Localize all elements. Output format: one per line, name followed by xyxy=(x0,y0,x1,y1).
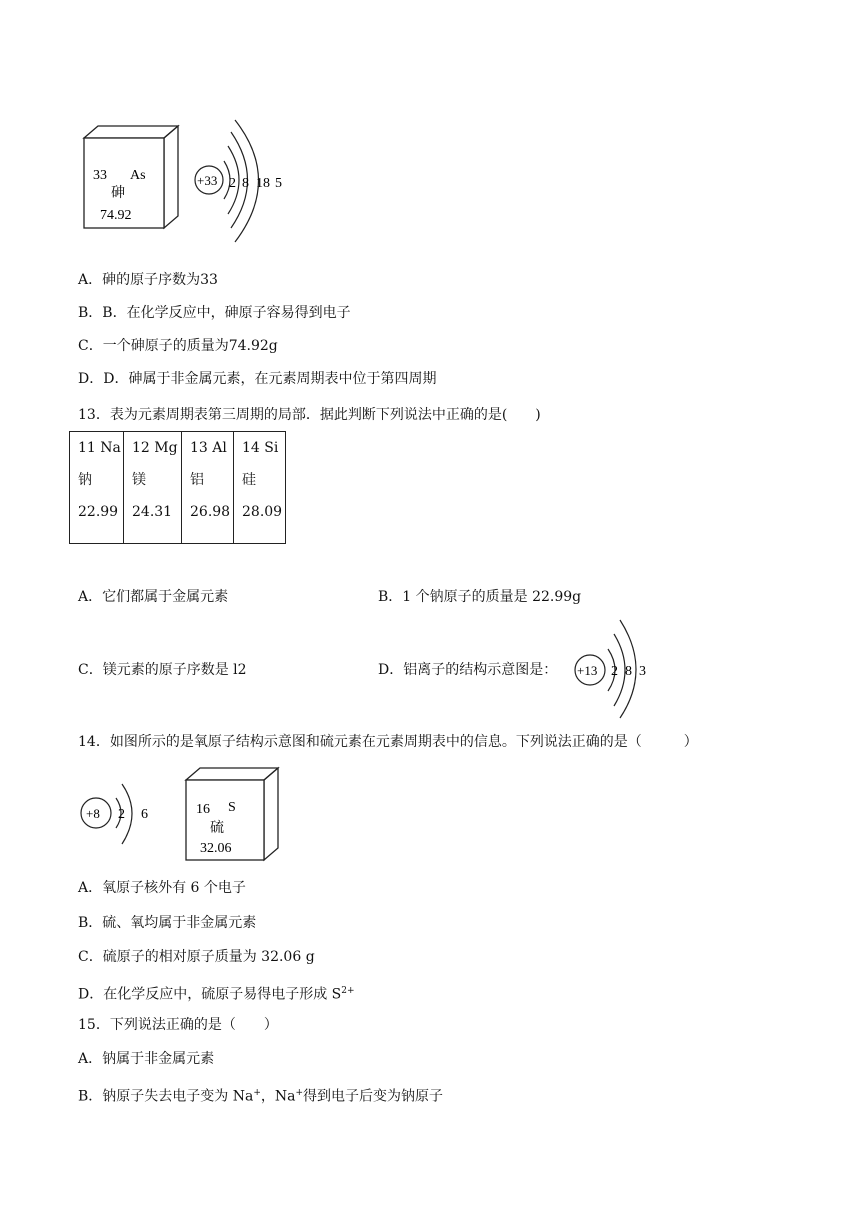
shell-2: 8 xyxy=(242,176,249,191)
nucleus-charge: +8 xyxy=(86,806,100,821)
charge-superscript: + xyxy=(295,1088,304,1098)
cell-mass: 24.31 xyxy=(132,504,173,520)
q15-stem: 15．下列说法正确的是（ ） xyxy=(78,1017,278,1033)
periodic-table-fragment xyxy=(69,431,286,544)
atomic-mass: 74.92 xyxy=(100,208,132,223)
oxygen-atom-diagram xyxy=(81,784,148,844)
q13-stem: 13．表为元素周期表第三周期的局部．据此判断下列说法中正确的是( ) xyxy=(78,407,541,423)
cell-head: 12 Mg xyxy=(132,440,178,456)
q15-option-a: A．钠属于非金属元素 xyxy=(78,1051,215,1067)
q13-option-b: B．1 个钠原子的质量是 22.99g xyxy=(378,589,582,605)
cell-mass: 22.99 xyxy=(78,504,119,520)
nucleus-charge: +13 xyxy=(577,663,598,678)
nucleus-charge: +33 xyxy=(197,173,218,188)
element-cell-mg xyxy=(124,432,182,544)
q15-option-b-part3: 得到电子后变为钠原子 xyxy=(303,1088,444,1105)
arsenic-element-tile xyxy=(84,126,178,228)
aluminum-ion-diagram xyxy=(570,616,660,720)
q14-option-a: A．氧原子核外有 6 个电子 xyxy=(78,880,246,896)
cell-name: 硅 xyxy=(242,472,256,488)
q12-option-d: D．D．砷属于非金属元素，在元素周期表中位于第四周期 xyxy=(78,371,437,387)
q12-option-c: C．一个砷原子的质量为74.92g xyxy=(78,338,278,354)
shell-1: 2 xyxy=(118,807,125,822)
cell-name: 镁 xyxy=(132,472,146,488)
q14-stem: 14．如图所示的是氧原子结构示意图和硫元素在元素周期表中的信息。下列说法正确的是（ ） xyxy=(78,734,698,750)
cell-mass: 28.09 xyxy=(242,504,283,520)
q15-option-b xyxy=(78,1083,443,1107)
element-cell-na xyxy=(70,432,124,544)
cell-name: 铝 xyxy=(190,472,204,488)
q13-option-d: D．铝离子的结构示意图是： xyxy=(378,662,558,678)
q14-option-d xyxy=(78,981,355,1005)
cell-name: 钠 xyxy=(78,472,92,488)
cell-head: 13 Al xyxy=(190,440,227,456)
q15-option-b-part2: ，Na xyxy=(260,1088,296,1105)
q15-option-b-part1: B．钠原子失去电子变为 Na xyxy=(78,1088,254,1105)
shell-3: 18 xyxy=(256,176,270,191)
q13-option-a: A．它们都属于金属元素 xyxy=(78,589,229,605)
q14-option-b: B．硫、氧均属于非金属元素 xyxy=(78,915,257,931)
q14-option-c: C．硫原子的相对原子质量为 32.06 g xyxy=(78,949,315,965)
element-cell-si xyxy=(234,432,286,544)
shell-1: 2 xyxy=(229,176,236,191)
cell-head: 11 Na xyxy=(78,440,121,456)
q12-option-a: A．砷的原子序数为33 xyxy=(78,272,218,288)
shell-2: 8 xyxy=(625,664,632,679)
charge-superscript: + xyxy=(253,1088,261,1098)
atomic-number: 16 xyxy=(196,802,210,817)
atomic-number: 33 xyxy=(93,168,107,183)
atomic-mass: 32.06 xyxy=(200,841,232,856)
sulfur-element-tile xyxy=(186,768,278,860)
shell-4: 5 xyxy=(275,176,282,191)
charge-superscript: 2+ xyxy=(341,986,355,996)
shell-3: 3 xyxy=(639,664,646,679)
q12-option-b: B．B．在化学反应中，砷原子容易得到电子 xyxy=(78,305,351,321)
element-name: 砷 xyxy=(111,186,125,201)
arsenic-figure xyxy=(78,118,308,248)
arsenic-atom-diagram xyxy=(195,120,282,242)
element-cell-al xyxy=(182,432,234,544)
cell-mass: 26.98 xyxy=(190,504,231,520)
cell-head: 14 Si xyxy=(242,440,279,456)
shell-1: 2 xyxy=(611,664,618,679)
element-symbol: S xyxy=(228,800,236,815)
shell-2: 6 xyxy=(141,807,148,822)
element-symbol: As xyxy=(130,168,146,183)
element-name: 硫 xyxy=(210,821,224,836)
q14-figure xyxy=(78,764,288,864)
q14-option-d-text: D．在化学反应中，硫原子易得电子形成 S xyxy=(78,986,342,1003)
q13-option-c: C．镁元素的原子序数是 l2 xyxy=(78,662,247,678)
